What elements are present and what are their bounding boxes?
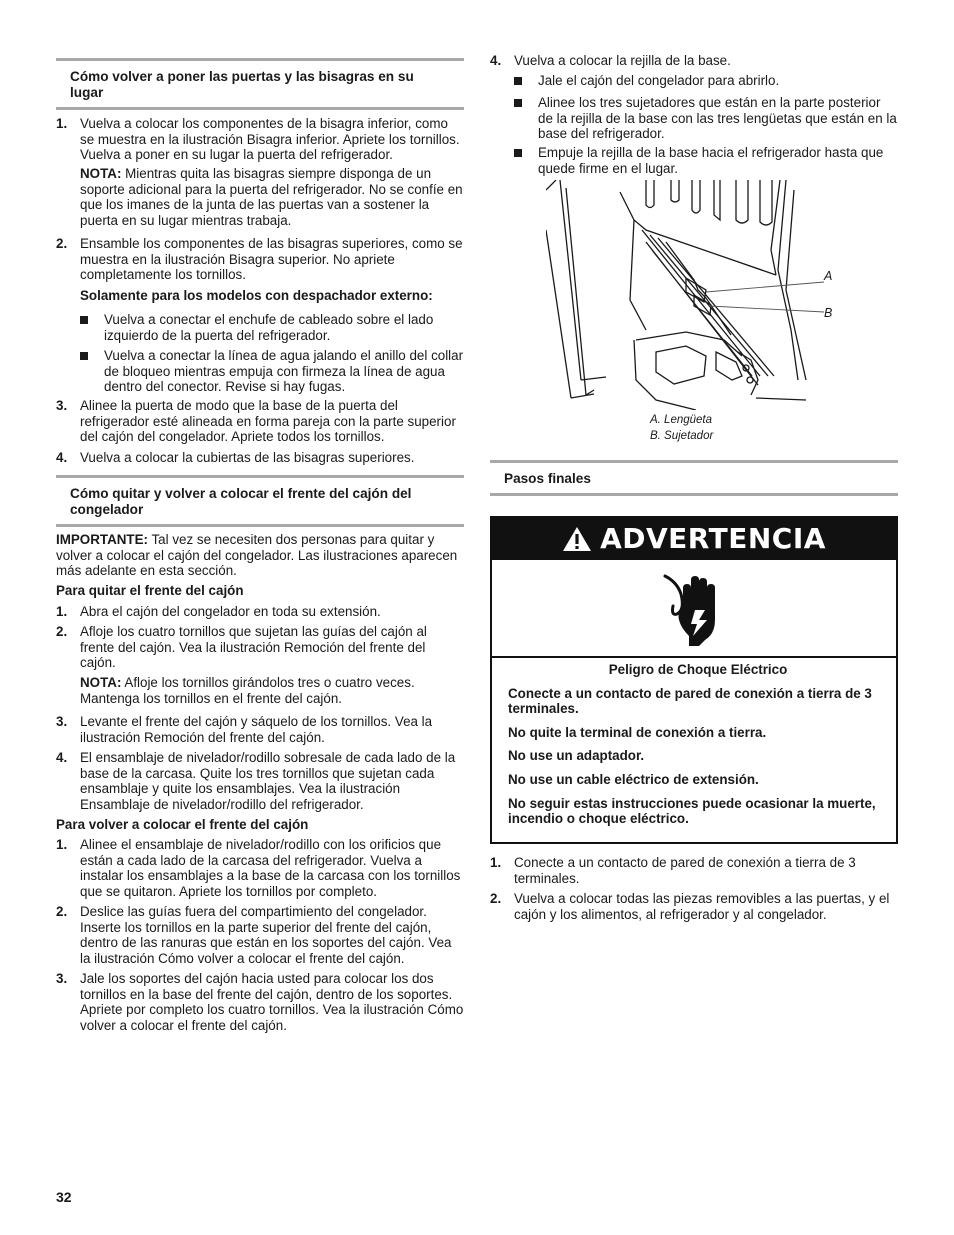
bullet-text: Vuelva a conectar la línea de agua jalando el anillo del collar de bloqueo mientras empuja con firmeza la línea de agua dentro del conector. Revise si hay fugas. [104,348,464,395]
step-text: Deslice las guías fuera del compartimiento del congelador. Inserte los tornillos en la parte superior del frente del cajón, dentro de las ranuras que están en los soportes del cajón. Vea la ilustración Cómo volver a colocar el frente del cajón. [80,904,452,966]
step-number: 2. [56,904,68,919]
bullet-square [514,99,522,107]
note-text: Afloje los tornillos girándolos tres o cuatro veces. Mantenga los tornillos en el frente del cajón. [80,675,415,706]
models-note-text: Solamente para los modelos con despachador externo: [80,288,433,303]
right-step-4 [490,53,898,69]
final-step-2 [490,891,898,922]
remove-step-3 [56,714,464,745]
step-number: 3. [56,714,68,729]
bullet-square [514,77,522,85]
note-label: NOTA: [80,166,122,181]
remove-subtitle: Para quitar el frente del cajón [56,583,244,598]
final-step-1 [490,855,898,886]
right-bullet-1 [490,73,898,89]
warning-line: No seguir estas instrucciones puede ocasionar la muerte, incendio o choque eléctrico. [508,795,876,827]
electric-shock-hand-icon [659,570,729,646]
warning-hazard: Peligro de Choque Eléctrico [608,662,788,677]
step-number: 3. [56,398,68,413]
warning-title: ADVERTENCIA [600,522,826,556]
warning-box [490,516,898,844]
page-number: 32 [56,1189,72,1205]
step-text: Vuelva a colocar todas las piezas removibles a las puertas, y el cajón y los alimentos, al refrigerador y al congelador. [514,891,890,922]
step-4 [56,450,464,466]
important-text: Tal vez se necesiten dos personas para quitar y volver a colocar el cajón del congelador. Las ilustraciones aparecen más adelante en esta sección. [56,532,458,579]
bullet-square [514,149,522,157]
caption-b: B. Sujetador [650,430,714,442]
step-number: 1. [56,837,68,852]
step-text: Levante el frente del cajón y sáquelo de los tornillos. Vea la ilustración Remoción del frente del cajón. [80,714,433,745]
step-number: 1. [56,116,68,131]
step-text: Vuelva a colocar la rejilla de la base. [514,53,731,68]
important-label: IMPORTANTE: [56,532,148,547]
caption-a: A. Lengüeta [650,414,713,426]
step-number: 4. [56,750,68,765]
bullet-text: Alinee los tres sujetadores que están en la parte posterior de la rejilla de la base con las tres lengüetas que están en la base del refrigerador. [538,95,897,142]
step-text: Jale los soportes del cajón hacia usted para colocar los dos tornillos en la base del frente del cajón, dentro de los soportes. Apriete por completo los cuatro tornillos. Vea la ilustración Cómo volver a colocar el frente del cajón. [80,971,464,1033]
step-text: Alinee la puerta de modo que la base de la puerta del refrigerador esté alineada en forma pareja con la parte superior del cajón del congelador. Apriete todos los tornillos. [80,398,456,445]
step-text: El ensamblaje de nivelador/rodillo sobresale de cada lado de la base de la carcasa. Quite los tres tornillos que sujetan cada ensamblaje y quite los ensamblajes. Vea la ilustración Ensamblaje de nivelador/rodillo del refrigerador. [80,750,456,812]
replace-step-3 [56,971,464,1033]
step-number: 3. [56,971,68,986]
step-text: Afloje los cuatro tornillos que sujetan las guías del cajón al frente del cajón. Vea la ilustración Remoción del frente del cajón. [80,624,427,671]
callout-b-label: B [824,306,833,320]
step-text: Vuelva a colocar los componentes de la bisagra inferior, como se muestra en la ilustración Bisagra inferior. Apriete los tornillos. Vuelva a poner en su lugar la puerta del refrigerador. [80,116,460,163]
step-3 [56,398,464,445]
step-1 [56,116,464,163]
bullet-text: Vuelva a conectar el enchufe de cableado sobre el lado izquierdo de la puerta del refrigerador. [104,312,434,343]
section-heading-final-steps: Pasos finales [490,460,898,496]
warning-line: No quite la terminal de conexión a tierra. [508,724,767,740]
right-bullet-3 [490,145,898,176]
important-note [56,532,464,579]
grille-line-drawing [546,180,906,410]
replace-subtitle: Para volver a colocar el frente del cajón [56,817,309,832]
warning-icon-area [492,560,896,658]
warning-line: Conecte a un contacto de pared de conexión a tierra de 3 terminales. [508,685,872,717]
step-text: Alinee el ensamblaje de nivelador/rodillo con los orificios que están a cada lado de la carcasa del refrigerador. Vuelva a instalar los ensamblajes a la base de la carcasa con los tornillos que se quitaron. Apriete los tornillos por completo. [80,837,461,899]
right-bullet-2 [490,95,898,142]
warning-title-bar [492,518,896,560]
step-text: Conecte a un contacto de pared de conexión a tierra de 3 terminales. [514,855,856,886]
step-text: Vuelva a colocar la cubiertas de las bisagras superiores. [80,450,415,465]
step-text: Ensamble los componentes de las bisagras superiores, como se muestra en la ilustración Bisagra superior. No apriete completamente los tornillos. [80,236,463,283]
step-number: 4. [490,53,502,68]
step-number: 2. [56,236,68,251]
remove-step-4 [56,750,464,812]
note-screws [56,675,464,706]
replace-step-2 [56,904,464,966]
replace-step-1 [56,837,464,899]
step-number: 4. [56,450,68,465]
section-heading-drawer-front: Cómo quitar y volver a colocar el frente del cajón del congelador [56,475,464,527]
step-number: 1. [490,855,502,870]
remove-step-2 [56,624,464,671]
warning-text [508,662,888,835]
step-number: 1. [56,604,68,619]
only-models-note [56,288,464,304]
bullet-text: Empuje la rejilla de la base hacia el refrigerador hasta que quede firme en el lugar. [538,145,884,176]
section-heading-doors-hinges: Cómo volver a poner las puertas y las bisagras en su lugar [56,58,464,110]
warning-line: No use un cable eléctrico de extensión. [508,771,759,787]
step-number: 2. [490,891,502,906]
bullet-2 [56,348,464,395]
note-label: NOTA: [80,675,122,690]
bullet-square [80,352,88,360]
note-hinges [56,166,464,228]
warning-triangle-icon [562,526,592,552]
note-text: Mientras quita las bisagras siempre disponga de un soporte adicional para la puerta del refrigerador. No se confíe en que los imanes de la junta de las puertas van a sostener la puerta en su lugar mientras trabaja. [80,166,463,228]
step-number: 2. [56,624,68,639]
step-2 [56,236,464,283]
bullet-1 [56,312,464,343]
warning-line: No use un adaptador. [508,748,645,764]
callout-a-label: A [824,269,833,283]
base-grille-illustration [546,180,906,410]
bullet-text: Jale el cajón del congelador para abrirlo. [538,73,780,88]
bullet-square [80,316,88,324]
step-text: Abra el cajón del congelador en toda su extensión. [80,604,381,619]
remove-step-1 [56,604,464,620]
